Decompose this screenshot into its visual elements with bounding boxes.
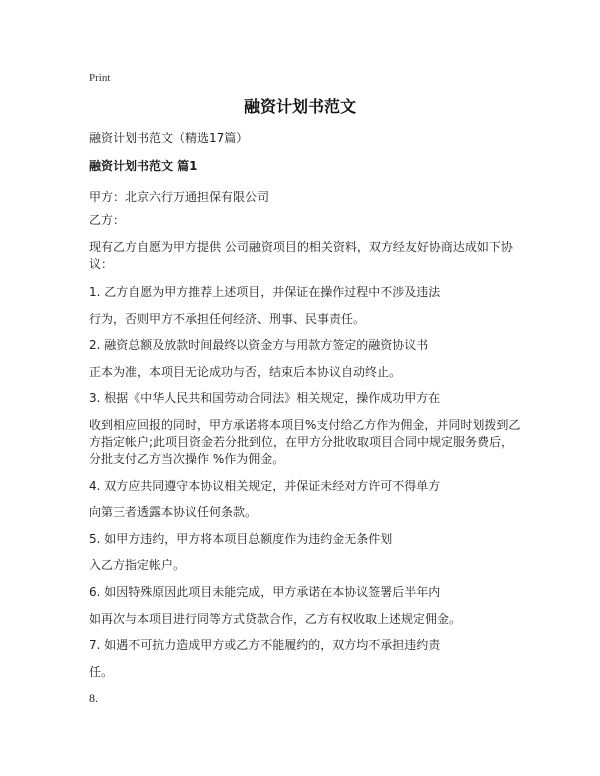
document-title: 融资计划书范文: [243, 97, 356, 116]
document-subtitle: 融资计划书范文（精选17篇）: [89, 131, 249, 145]
clause-8: 8.: [89, 691, 98, 705]
clause-1-cont: 行为，否则甲方不承担任何经济、刑事、民事责任。: [89, 312, 366, 326]
clause-2-cont: 正本为准，本项目无论成功与否，结束后本协议自动终止。: [89, 365, 402, 379]
print-label: Print: [89, 72, 111, 84]
clause-3: 3. 根据《中华人民共和国劳动合同法》相关规定，操作成功甲方在: [89, 391, 441, 405]
clause-1: 1. 乙方自愿为甲方推荐上述项目，并保证在操作过程中不涉及违法: [89, 285, 441, 299]
clause-7-cont: 任。: [89, 665, 114, 679]
clause-4: 4. 双方应共同遵守本协议相关规定，并保证未经对方许可不得单方: [89, 479, 441, 493]
clause-6: 6. 如因特殊原因此项目未能完成，甲方承诺在本协议签署后半年内: [89, 585, 441, 599]
clause-4-cont: 向第三者透露本协议任何条款。: [89, 505, 258, 519]
section-heading: 融资计划书范文 篇1: [89, 159, 198, 173]
paragraph-party-b: 乙方：: [89, 213, 126, 227]
paragraph-party-a: 甲方：北京六行万通担保有限公司: [89, 190, 270, 204]
paragraph-intro-cont: 议：: [89, 257, 114, 271]
clause-3-cont-1: 收到相应回报的同时，甲方承诺将本项目%支付给乙方作为佣金，并同时划拨到乙: [89, 418, 521, 432]
clause-2: 2. 融资总额及放款时间最终以资金方与用款方签定的融资协议书: [89, 338, 429, 352]
clause-7: 7. 如遇不可抗力造成甲方或乙方不能履约的，双方均不承担违约责: [89, 638, 441, 652]
clause-3-cont-3: 分批支付乙方当次操作 %作为佣金。: [89, 452, 285, 466]
clause-5-cont: 入乙方指定帐户。: [89, 558, 186, 572]
clause-5: 5. 如甲方违约，甲方将本项目总额度作为违约金无条件划: [89, 532, 393, 546]
clause-3-cont-2: 方指定帐户;此项目资金若分批到位，在甲方分批收取项目合同中规定服务费后，: [89, 435, 514, 449]
clause-6-cont: 如再次与本项目进行同等方式贷款合作，乙方有权收取上述规定佣金。: [89, 612, 462, 626]
paragraph-intro: 现有乙方自愿为甲方提供 公司融资项目的相关资料，双方经友好协商达成如下协: [89, 240, 513, 254]
